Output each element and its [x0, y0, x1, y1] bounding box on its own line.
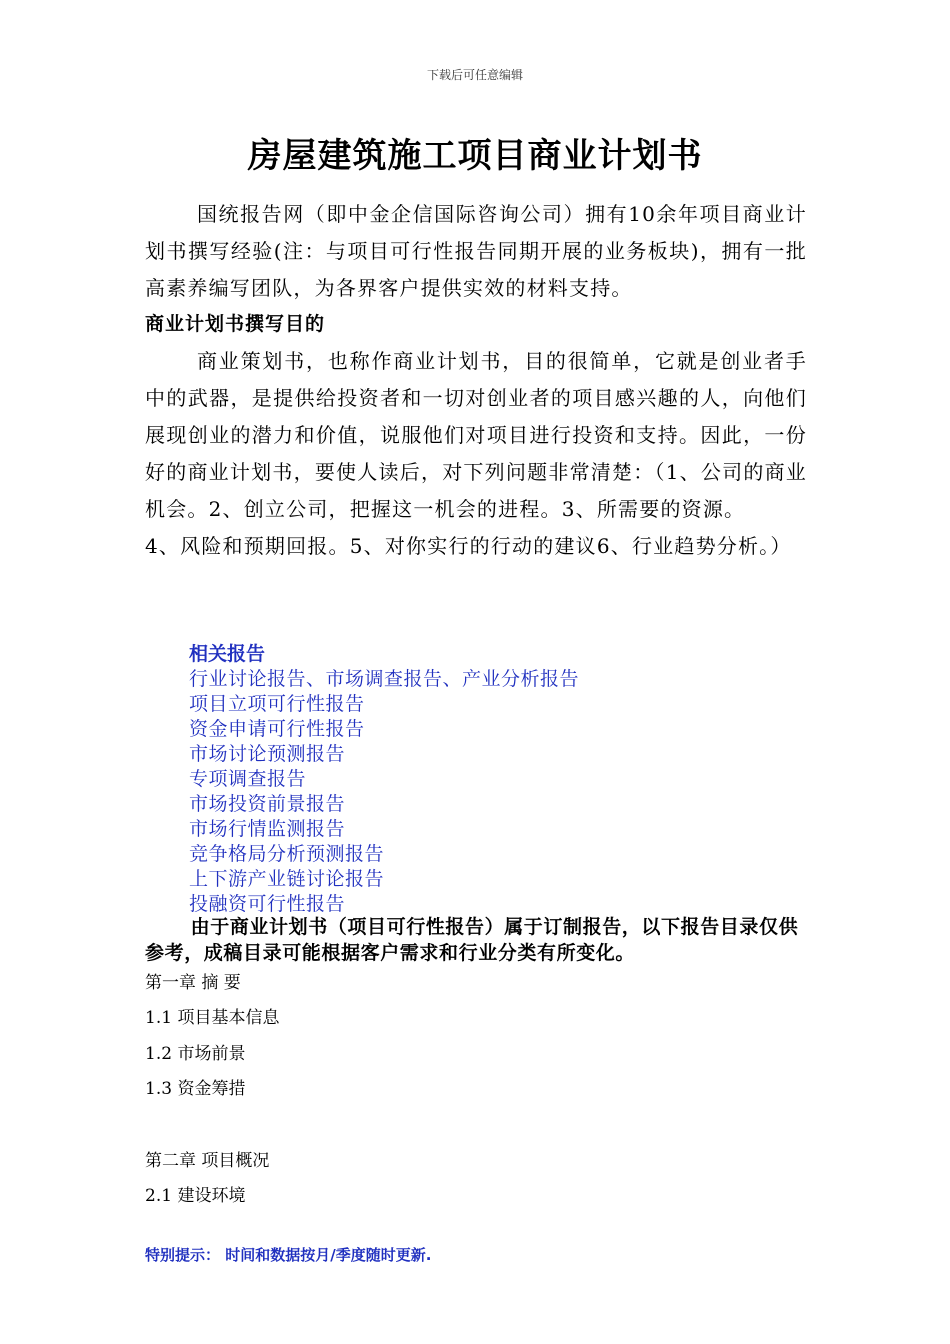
related-link-market-monitoring[interactable]: 市场行情监测报告 [189, 818, 346, 840]
toc-chapter-2: 第二章 项目概况 [145, 1151, 270, 1171]
document-title: 房屋建筑施工项目商业计划书 [247, 136, 703, 176]
toc-section-1-1: 1.1 项目基本信息 [145, 1008, 280, 1028]
related-link-competition-analysis[interactable]: 竞争格局分析预测报告 [189, 843, 385, 865]
toc-notice: 由于商业计划书（项目可行性报告）属于订制报告，以下报告目录仅供参考，成稿目录可能根据客户需求和行业分类有所变化。 [145, 916, 799, 964]
intro-section [145, 196, 807, 307]
header-note: 下载后可任意编辑 [426, 68, 523, 82]
related-link-financing-feasibility[interactable]: 投融资可行性报告 [189, 893, 346, 915]
related-link-market-forecast[interactable]: 市场讨论预测报告 [189, 743, 346, 765]
related-link-investment-prospect[interactable]: 市场投资前景报告 [189, 793, 346, 815]
related-link-industry-chain[interactable]: 上下游产业链讨论报告 [189, 868, 385, 890]
footer-note: 特别提示： 时间和数据按月/季度随时更新. [145, 1246, 432, 1264]
purpose-paragraph: 商业策划书，也称作商业计划书，目的很简单，它就是创业者手中的武器，是提供给投资者和一切对创业者的项目感兴趣的人，向他们展现创业的潜力和价值，说服他们对项目进行投资和支持。因此，一份好的商业计划书，要使人读后，对下列问题非常清楚：（1、公司的商业机会。2、创立公司，把握这一机会的进程。3、所需要的资源。 [145, 349, 807, 521]
related-link-project-approval[interactable]: 项目立项可行性报告 [189, 693, 365, 715]
toc-section-1-2: 1.2 市场前景 [145, 1044, 246, 1064]
related-link-industry-research[interactable]: 行业讨论报告、市场调查报告、产业分析报告 [189, 668, 580, 690]
toc-section-1-3: 1.3 资金筹措 [145, 1079, 246, 1099]
purpose-heading: 商业计划书撰写目的 [145, 313, 326, 335]
related-link-fund-application[interactable]: 资金申请可行性报告 [189, 718, 365, 740]
purpose-paragraph-continued: 4、风险和预期回报。5、对你实行的行动的建议6、行业趋势分析。） [145, 534, 792, 558]
related-link-special-survey[interactable]: 专项调查报告 [189, 768, 307, 790]
purpose-section [145, 306, 807, 565]
intro-paragraph: 国统报告网（即中金企信国际咨询公司）拥有10余年项目商业计划书撰写经验(注：与项目可行性报告同期开展的业务板块)，拥有一批高素养编写团队，为各界客户提供实效的材料支持。 [145, 202, 807, 300]
toc-chapter-1: 第一章 摘 要 [145, 973, 241, 993]
toc-section-2-1: 2.1 建设环境 [145, 1186, 246, 1206]
related-reports [189, 642, 789, 917]
related-reports-title: 相关报告 [189, 643, 266, 665]
